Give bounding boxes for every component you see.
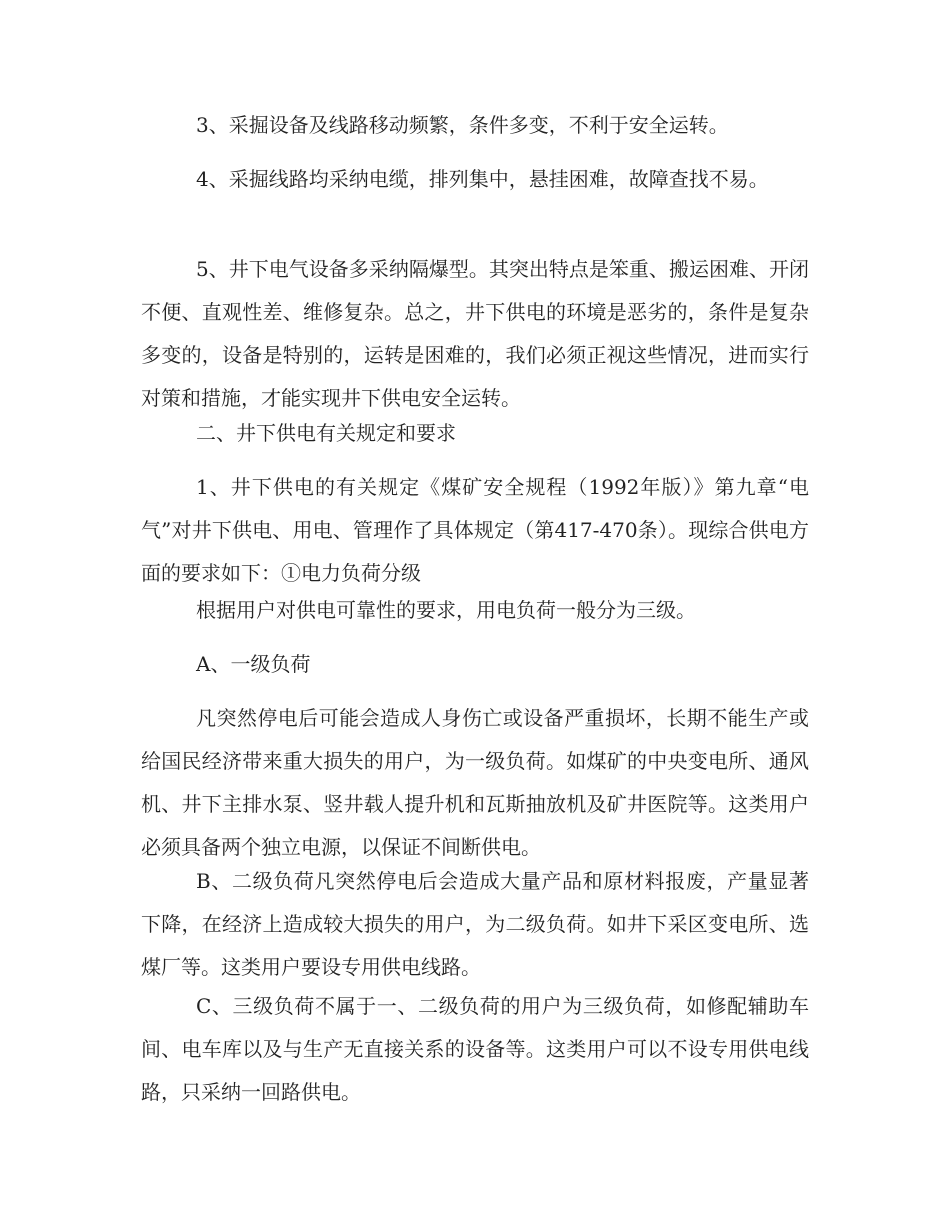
- section-heading-2: 二、井下供电有关规定和要求: [196, 421, 456, 445]
- paragraph-level-c: C、三级负荷不属于一、二级负荷的用户为三级负荷，如修配辅助车间、电车库以及与生产无直接关系的设备等。这类用户可以不设专用供电线路，只采纳一回路供电。: [141, 994, 809, 1104]
- paragraph-item-5: 5、井下电气设备多采纳隔爆型。其突出特点是笨重、搬运困难、开闭不便、直观性差、维修复杂。总之，井下供电的环境是恶劣的，条件是复杂多变的，设备是特别的，运转是困难的，我们必须正视这些情况，进而实行对策和措施，才能实现井下供电安全运转。: [141, 257, 809, 410]
- paragraph-regulation-1: 1、井下供电的有关规定《煤矿安全规程（1992年版）》第九章“电气”对井下供电、用电、管理作了具体规定（第417-470条）。现综合供电方面的要求如下：①电力负荷分级: [141, 475, 809, 585]
- paragraph-item-4: 4、采掘线路均采纳电缆，排列集中，悬挂困难，故障查找不易。: [196, 167, 769, 191]
- paragraph-level-a: 凡突然停电后可能会造成人身伤亡或设备严重损坏，长期不能生产或给国民经济带来重大损失的用户，为一级负荷。如煤矿的中央变电所、通风机、井下主排水泵、竖井载人提升机和瓦斯抽放机及矿井医院等。这类用户必须具备两个独立电源，以保证不间断供电。: [141, 706, 809, 859]
- paragraph-level-b: B、二级负荷凡突然停电后会造成大量产品和原材料报废，产量显著下降，在经济上造成较大损失的用户，为二级负荷。如井下采区变电所、选煤厂等。这类用户要设专用供电线路。: [141, 869, 809, 979]
- paragraph-load-classes: 根据用户对供电可靠性的要求，用电负荷一般分为三级。: [196, 598, 696, 622]
- paragraph-item-3: 3、采掘设备及线路移动频繁，条件多变，不利于安全运转。: [196, 113, 729, 137]
- subheading-level-a: A、一级负荷: [196, 652, 311, 676]
